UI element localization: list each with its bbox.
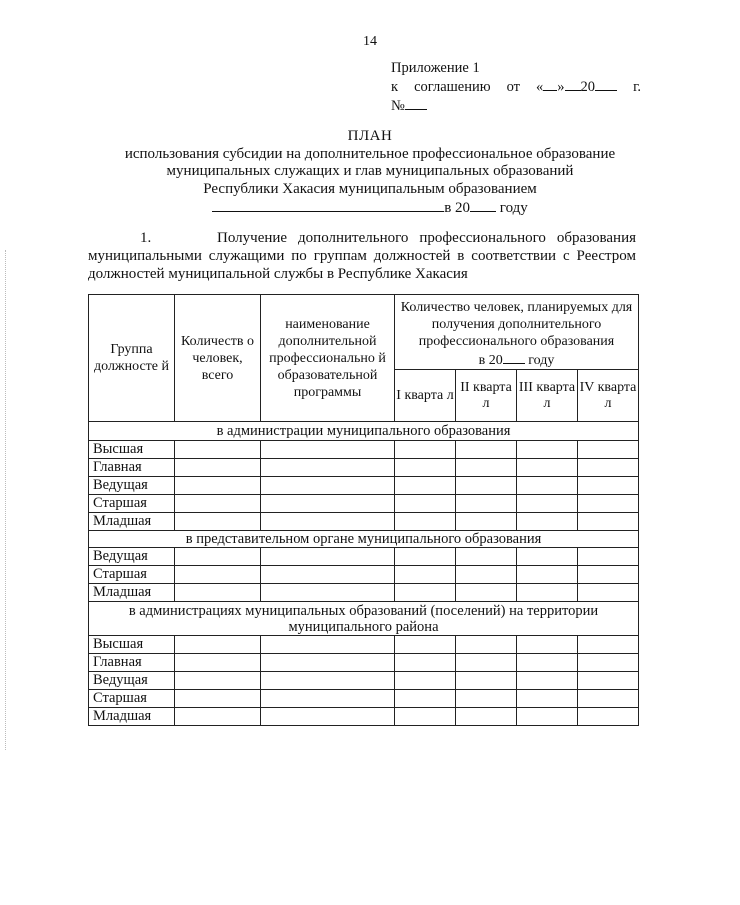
empty-cell (175, 690, 261, 708)
annex-quote-close: » (557, 79, 565, 95)
empty-cell (456, 441, 517, 459)
empty-cell (395, 654, 456, 672)
row-category: Старшая (89, 495, 175, 513)
empty-cell (261, 459, 395, 477)
empty-cell (395, 548, 456, 566)
empty-cell (517, 441, 578, 459)
row-category: Высшая (89, 636, 175, 654)
section-paragraph (88, 229, 636, 283)
empty-cell (175, 654, 261, 672)
empty-cell (517, 513, 578, 531)
empty-cell (578, 441, 639, 459)
annex-year-suffix: г. (633, 79, 642, 95)
title-line-2: муниципальных служащих и глав муниципальных образований (166, 163, 574, 179)
empty-cell (395, 477, 456, 495)
table-row (89, 477, 639, 495)
empty-cell (395, 708, 456, 726)
empty-cell (261, 708, 395, 726)
empty-cell (517, 548, 578, 566)
empty-cell (456, 477, 517, 495)
empty-cell (261, 672, 395, 690)
empty-cell (456, 690, 517, 708)
section-title: в администрациях муниципальных образований (поселений) на территории муниципального района (89, 602, 639, 636)
table-row (89, 548, 639, 566)
empty-cell (578, 477, 639, 495)
empty-cell (175, 636, 261, 654)
section-header-row (89, 422, 639, 441)
table-row (89, 708, 639, 726)
header-program: наименование дополнительной профессионально й образовательной программы (261, 295, 395, 422)
empty-cell (261, 566, 395, 584)
empty-cell (578, 548, 639, 566)
empty-cell (175, 459, 261, 477)
empty-cell (578, 708, 639, 726)
row-category: Высшая (89, 441, 175, 459)
empty-cell (456, 672, 517, 690)
empty-cell (261, 690, 395, 708)
annex-block (391, 60, 641, 115)
section-title: в администрации муниципального образования (89, 422, 639, 441)
empty-cell (175, 672, 261, 690)
table-row (89, 672, 639, 690)
empty-cell (578, 584, 639, 602)
title-line-1: использования субсидии на дополнительное профессиональное образование (124, 145, 616, 162)
header-planned-year (395, 350, 638, 369)
empty-cell (175, 495, 261, 513)
empty-cell (395, 495, 456, 513)
paragraph-number: 1. (140, 230, 152, 246)
empty-cell (395, 566, 456, 584)
empty-cell (261, 584, 395, 602)
empty-cell (456, 654, 517, 672)
annex-agreement-text: к соглашению от « (391, 79, 544, 95)
row-category: Младшая (89, 584, 175, 602)
empty-cell (456, 495, 517, 513)
empty-cell (578, 459, 639, 477)
empty-cell (261, 495, 395, 513)
empty-cell (456, 566, 517, 584)
scan-margin-artifact (5, 250, 8, 750)
row-category: Ведущая (89, 672, 175, 690)
empty-cell (395, 441, 456, 459)
empty-cell (261, 548, 395, 566)
page-number: 14 (363, 34, 377, 49)
row-category: Младшая (89, 513, 175, 531)
title-line-3: Республики Хакасия муниципальным образованием (203, 180, 537, 197)
header-quarter-4: IV кварта л (578, 370, 639, 422)
empty-cell (578, 672, 639, 690)
empty-cell (456, 459, 517, 477)
empty-cell (578, 495, 639, 513)
header-year-suffix: году (528, 353, 555, 368)
empty-cell (175, 584, 261, 602)
table-row (89, 654, 639, 672)
table-row (89, 690, 639, 708)
table-row (89, 513, 639, 531)
empty-cell (517, 459, 578, 477)
empty-cell (578, 690, 639, 708)
title-year-suffix: году (499, 200, 528, 216)
header-planned-text: Количество человек, планируемых для получения дополнительного профессионального образования (400, 300, 633, 349)
row-category: Главная (89, 654, 175, 672)
empty-cell (395, 690, 456, 708)
table-row (89, 459, 639, 477)
empty-cell (175, 513, 261, 531)
row-category: Младшая (89, 708, 175, 726)
empty-cell (175, 441, 261, 459)
section-header-row (89, 602, 639, 636)
header-year-prefix: в 20 (478, 353, 503, 368)
empty-cell (517, 672, 578, 690)
empty-cell (456, 548, 517, 566)
empty-cell (175, 548, 261, 566)
empty-cell (517, 477, 578, 495)
empty-cell (456, 584, 517, 602)
table-row (89, 566, 639, 584)
annex-title: Приложение 1 (391, 60, 480, 76)
paragraph-text: Получение дополнительного профессионального образования муниципальными служащими по группам должностей в соответствии с Реестром должностей муниципальной службы в Республике Хакасия (88, 230, 636, 282)
empty-cell (175, 708, 261, 726)
row-category: Старшая (89, 566, 175, 584)
header-quarter-3: III кварта л (517, 370, 578, 422)
table-row (89, 441, 639, 459)
empty-cell (456, 636, 517, 654)
header-group: Группа должносте й (89, 295, 175, 422)
title-line-4 (80, 198, 660, 218)
empty-cell (517, 708, 578, 726)
empty-cell (395, 513, 456, 531)
empty-cell (395, 636, 456, 654)
annex-year-prefix: 20 (580, 79, 596, 95)
row-category: Главная (89, 459, 175, 477)
document-title (80, 128, 660, 218)
empty-cell (517, 690, 578, 708)
empty-cell (517, 584, 578, 602)
empty-cell (261, 513, 395, 531)
empty-cell (261, 441, 395, 459)
empty-cell (517, 495, 578, 513)
empty-cell (395, 459, 456, 477)
empty-cell (175, 566, 261, 584)
header-quarter-1: I кварта л (395, 370, 456, 422)
table-row (89, 495, 639, 513)
empty-cell (517, 654, 578, 672)
row-category: Ведущая (89, 548, 175, 566)
title-heading: ПЛАН (347, 128, 393, 144)
empty-cell (517, 566, 578, 584)
empty-cell (578, 513, 639, 531)
empty-cell (578, 654, 639, 672)
annex-number-sign: № (391, 98, 405, 114)
empty-cell (456, 708, 517, 726)
annex-number-line (391, 96, 641, 115)
empty-cell (395, 672, 456, 690)
empty-cell (456, 513, 517, 531)
empty-cell (578, 636, 639, 654)
empty-cell (517, 636, 578, 654)
empty-cell (261, 477, 395, 495)
table-row (89, 636, 639, 654)
empty-cell (175, 477, 261, 495)
header-planned (395, 295, 639, 370)
annex-agreement-line (391, 77, 641, 96)
empty-cell (395, 584, 456, 602)
header-quarter-2: II кварта л (456, 370, 517, 422)
empty-cell (261, 654, 395, 672)
header-count: Количеств о человек, всего (175, 295, 261, 422)
section-header-row (89, 531, 639, 548)
empty-cell (261, 636, 395, 654)
row-category: Старшая (89, 690, 175, 708)
table-row (89, 584, 639, 602)
plan-table (88, 294, 639, 726)
empty-cell (578, 566, 639, 584)
section-title: в представительном органе муниципального образования (89, 531, 639, 548)
title-year-prefix: в 20 (444, 200, 471, 216)
row-category: Ведущая (89, 477, 175, 495)
